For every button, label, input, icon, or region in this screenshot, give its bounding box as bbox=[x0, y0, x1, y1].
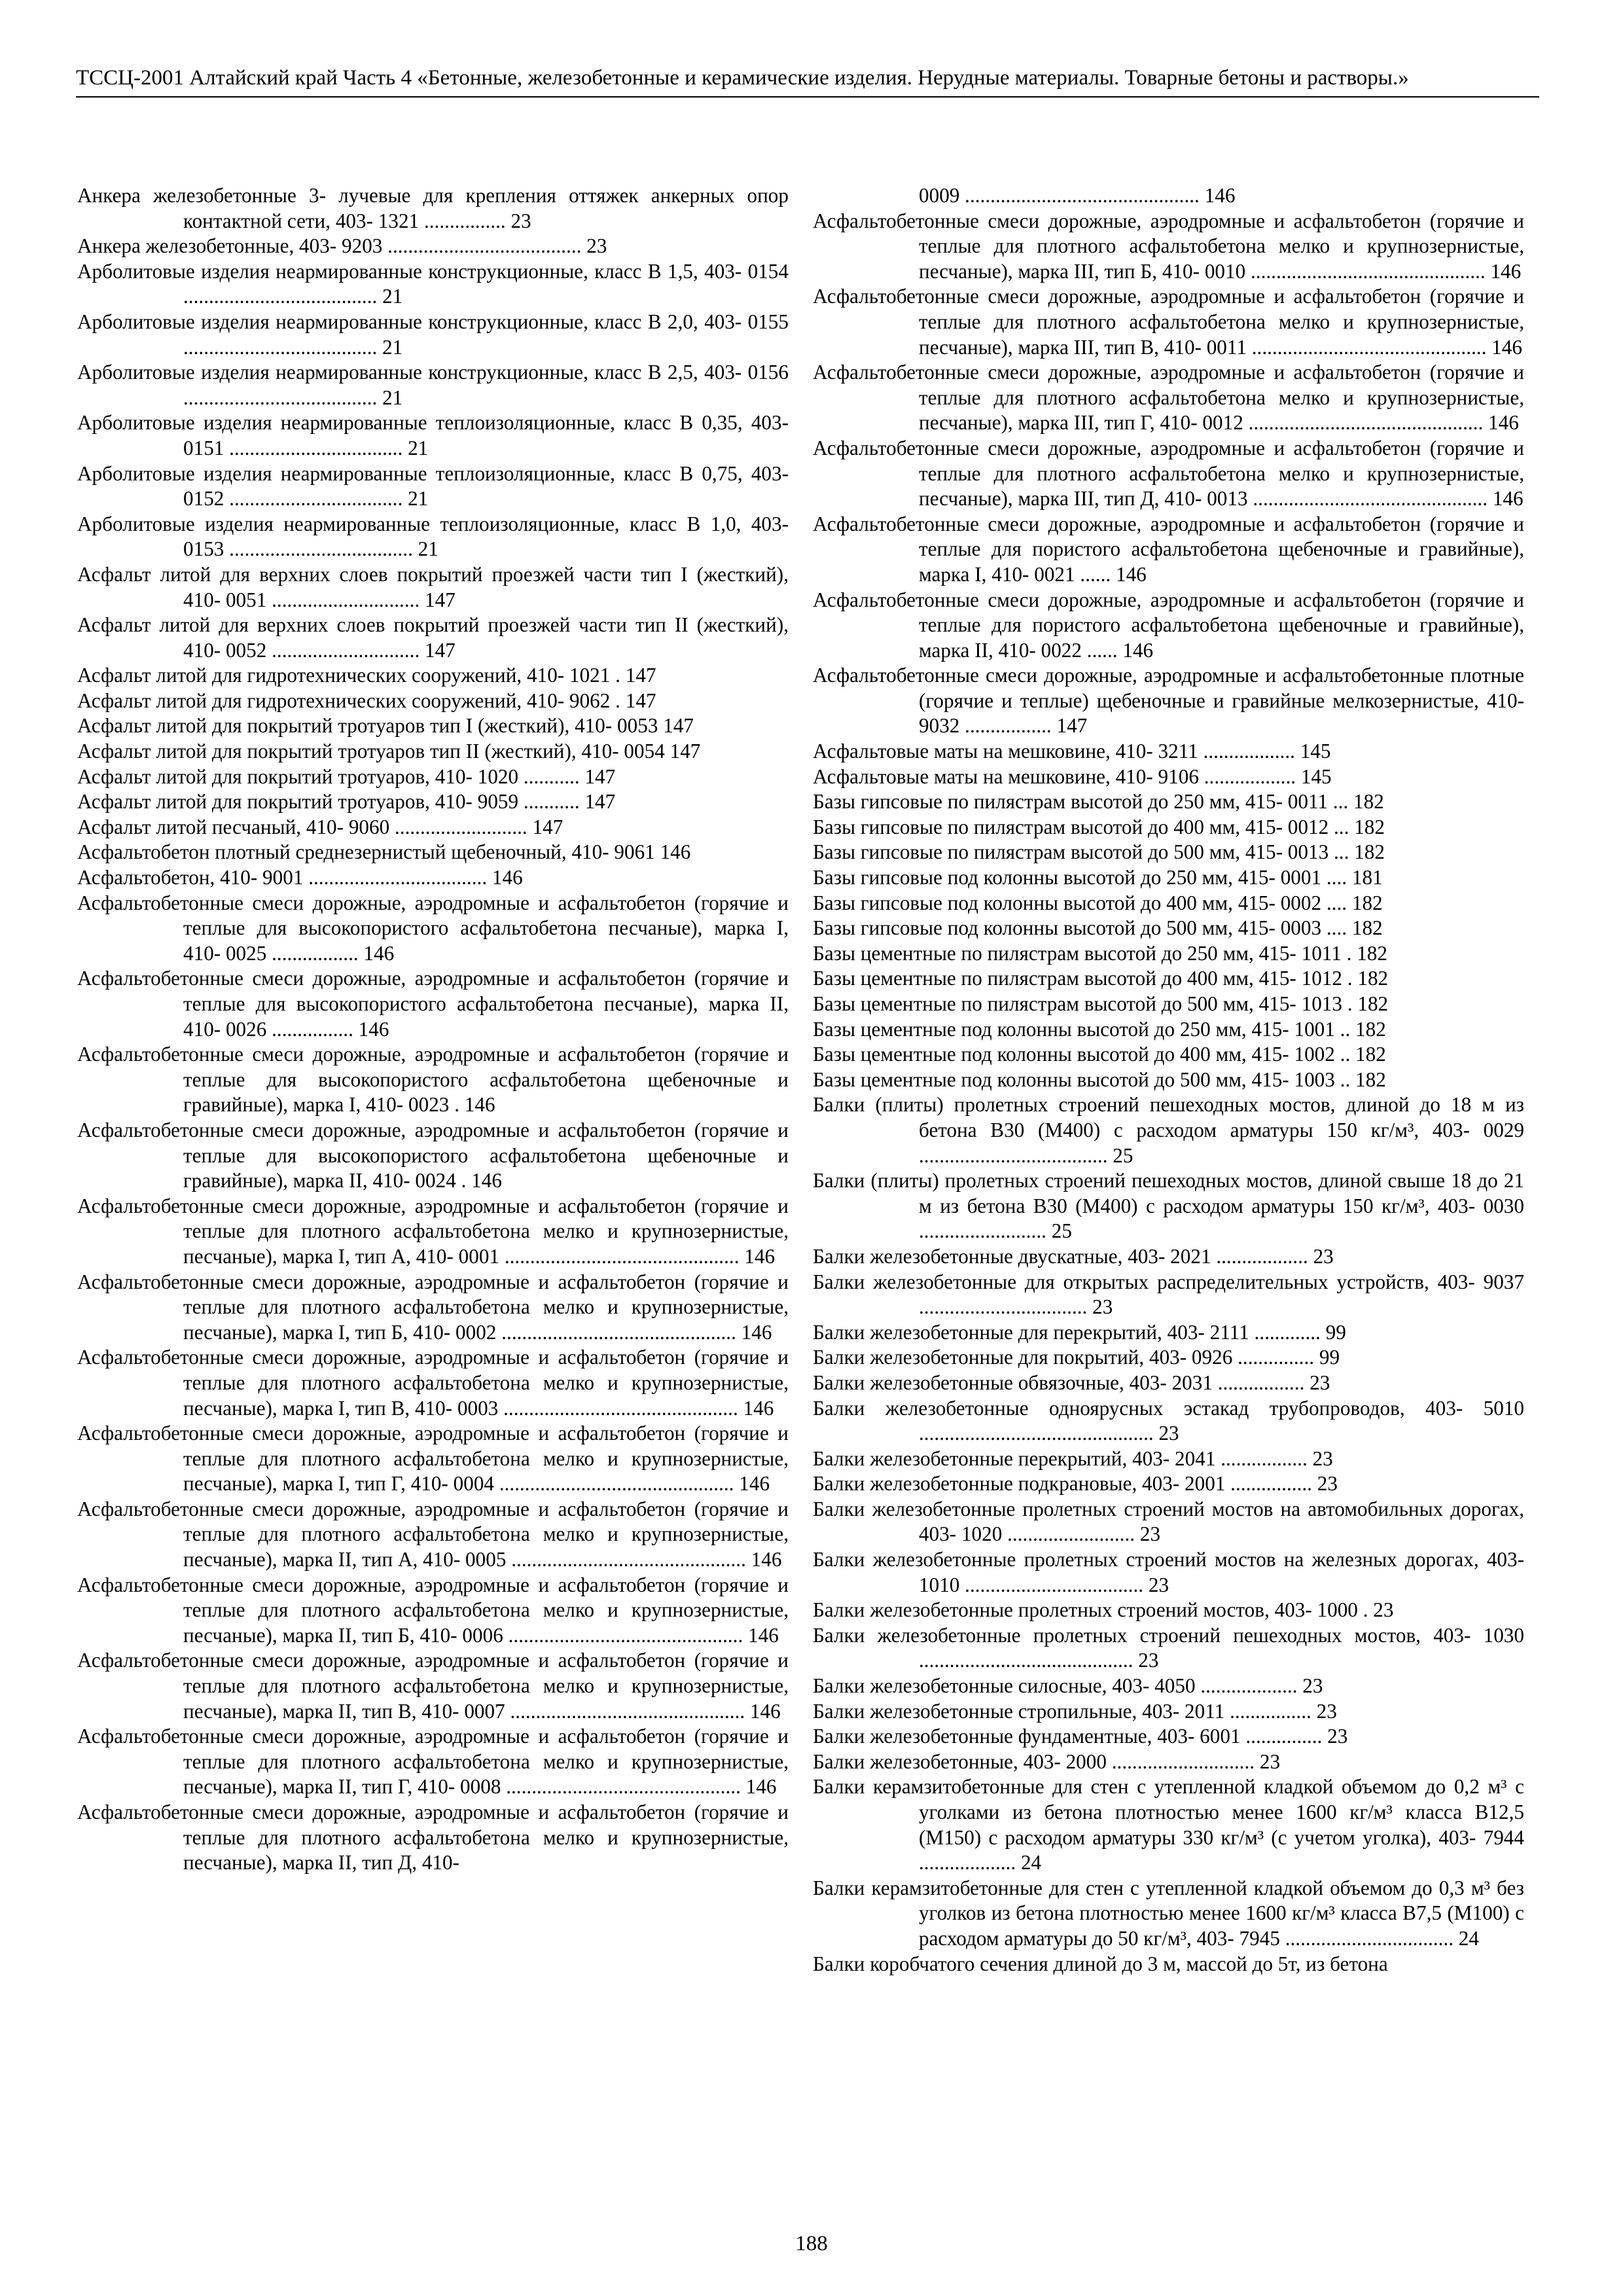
index-entry: Балки железобетонные пролетных строений мостов на железных дорогах, 403- 1010 ................................... 23 bbox=[813, 1548, 1524, 1596]
index-entry: Арболитовые изделия неармированные теплоизоляционные, класс В 1,0, 403- 0153 .................................... 21 bbox=[77, 512, 789, 561]
index-entry: Асфальтобетонные смеси дорожные, аэродромные и асфальтобетон (горячие и теплые для плотного асфальтобетона мелко и крупнозернистые, песчаные), марка I, тип В, 410- 0003 .............................................. 146 bbox=[77, 1346, 789, 1420]
index-entry: Асфальтобетонные смеси дорожные, аэродромные и асфальтобетон (горячие и теплые для плотного асфальтобетона мелко и крупнозернистые, песчаные), марка III, тип Г, 410- 0012 .............................................. 146 bbox=[813, 361, 1524, 435]
index-entry: Балки железобетонные подкрановые, 403- 2001 ................ 23 bbox=[813, 1472, 1338, 1496]
index-entry: Асфальтобетонные смеси дорожные, аэродромные и асфальтобетон (горячие и теплые для плотного асфальтобетона мелко и крупнозернистые, песчаные), марка I, тип Б, 410- 0002 .............................................. 146 bbox=[77, 1270, 789, 1344]
index-entry: Балки железобетонные для открытых распределительных устройств, 403- 9037 ................................. 23 bbox=[813, 1270, 1524, 1319]
index-entry: Асфальтобетонные смеси дорожные, аэродромные и асфальтобетон (горячие и теплые для плотного асфальтобетона мелко и крупнозернистые, песчаные), марка III, тип Б, 410- 0010 .............................................. 146 bbox=[813, 209, 1524, 283]
index-entry: Балки железобетонные силосные, 403- 4050 ................... 23 bbox=[813, 1674, 1323, 1698]
index-entry: Балки железобетонные для покрытий, 403- 0926 ............... 99 bbox=[813, 1346, 1340, 1369]
page-number: 188 bbox=[795, 2232, 828, 2255]
index-entry: Асфальтобетонные смеси дорожные, аэродромные и асфальтобетон (горячие и теплые для высокопористого асфальтобетона щебеночные и гравийные), марка I, 410- 0023 . 146 bbox=[77, 1043, 789, 1117]
index-entry: Асфальт литой для верхних слоев покрытий проезжей части тип I (жесткий), 410- 0051 ............................. 147 bbox=[77, 562, 789, 611]
running-header bbox=[76, 65, 1539, 98]
index-entry: Балки (плиты) пролетных строений пешеходных мостов, длиной свыше 18 до 21 м из бетона В30 (М400) с расходом арматуры 150 кг/м³, 403- 0030 ......................... 25 bbox=[813, 1169, 1524, 1243]
index-entry: Асфальтобетонные смеси дорожные, аэродромные и асфальтобетон (горячие и теплые для плотного асфальтобетона мелко и крупнозернистые, песчаные), марка II, тип В, 410- 0007 .............................................. 146 bbox=[77, 1649, 789, 1723]
index-entry: Базы гипсовые под колонны высотой до 250 мм, 415- 0001 .... 181 bbox=[813, 866, 1383, 889]
index-entry: Базы гипсовые по пилястрам высотой до 400 мм, 415- 0012 ... 182 bbox=[813, 815, 1385, 838]
index-column-right bbox=[813, 183, 1524, 1977]
index-entry: Асфальт литой для гидротехнических сооружений, 410- 9062 . 147 bbox=[77, 689, 656, 712]
index-entry: Анкера железобетонные 3- лучевые для крепления оттяжек анкерных опор контактной сети, 403- 1321 ................ 23 bbox=[77, 184, 789, 232]
index-entry: Асфальтобетонные смеси дорожные, аэродромные и асфальтобетон (горячие и теплые для плотного асфальтобетона мелко и крупнозернистые, песчаные), марка II, тип Д, 410- bbox=[77, 1801, 789, 1874]
index-entry: Базы цементные по пилястрам высотой до 400 мм, 415- 1012 . 182 bbox=[813, 967, 1389, 990]
index-entry: Асфальтобетонные смеси дорожные, аэродромные и асфальтобетон (горячие и теплые для пористого асфальтобетона щебеночные и гравийные), марка II, 410- 0022 ...... 146 bbox=[813, 588, 1524, 662]
index-entry: Арболитовые изделия неармированные теплоизоляционные, класс В 0,35, 403- 0151 .................................. 21 bbox=[77, 411, 789, 459]
index-entry: Балки железобетонные одноярусных эстакад трубопроводов, 403- 5010 .............................................. 23 bbox=[813, 1396, 1524, 1445]
index-entry: Балки железобетонные пролетных строений мостов, 403- 1000 . 23 bbox=[813, 1598, 1394, 1622]
index-entry: Базы цементные под колонны высотой до 250 мм, 415- 1001 .. 182 bbox=[813, 1017, 1386, 1041]
index-entry: Базы гипсовые по пилястрам высотой до 500 мм, 415- 0013 ... 182 bbox=[813, 840, 1385, 864]
index-entry: Асфальтобетонные смеси дорожные, аэродромные и асфальтобетон (горячие и теплые для высокопористого асфальтобетона песчаные), марка II, 410- 0026 ................ 146 bbox=[77, 967, 789, 1041]
index-entry: Базы цементные под колонны высотой до 400 мм, 415- 1002 .. 182 bbox=[813, 1043, 1386, 1066]
index-entry: Арболитовые изделия неармированные конструкционные, класс В 2,0, 403- 0155 ...................................... 21 bbox=[77, 310, 789, 359]
index-entry: Базы цементные по пилястрам высотой до 250 мм, 415- 1011 . 182 bbox=[813, 941, 1387, 965]
index-entry: Балки железобетонные стропильные, 403- 2011 ................ 23 bbox=[813, 1699, 1337, 1723]
index-entry: Анкера железобетонные, 403- 9203 ...................................... 23 bbox=[77, 234, 607, 258]
index-entry: Асфальтовые маты на мешковине, 410- 9106 .................. 145 bbox=[813, 764, 1332, 788]
index-entry: Асфальт литой для верхних слоев покрытий проезжей части тип II (жесткий), 410- 0052 ............................. 147 bbox=[77, 613, 789, 662]
index-entry: Арболитовые изделия неармированные теплоизоляционные, класс В 0,75, 403- 0152 .................................. 21 bbox=[77, 461, 789, 511]
index-entry: Базы гипсовые под колонны высотой до 500 мм, 415- 0003 .... 182 bbox=[813, 916, 1383, 940]
index-entry: Асфальт литой для покрытий тротуаров, 410- 1020 ........... 147 bbox=[77, 764, 616, 788]
index-entry: Асфальтобетонные смеси дорожные, аэродромные и асфальтобетон (горячие и теплые для плотного асфальтобетона мелко и крупнозернистые, песчаные), марка I, тип А, 410- 0001 .............................................. 146 bbox=[77, 1194, 789, 1268]
index-entry: Балки железобетонные для перекрытий, 403- 2111 ............. 99 bbox=[813, 1320, 1346, 1344]
index-entry: Балки железобетонные фундаментные, 403- 6001 ............... 23 bbox=[813, 1725, 1348, 1748]
index-entry: Асфальт литой песчаный, 410- 9060 .......................... 147 bbox=[77, 815, 563, 838]
index-entry: Асфальтовые маты на мешковине, 410- 3211 .................. 145 bbox=[813, 740, 1331, 763]
header-title: ТССЦ-2001 Алтайский край Часть 4 «Бетонные, железобетонные и керамические изделия. Нерудные материалы. Товарные бетоны и растворы.» bbox=[76, 66, 1409, 90]
index-entry: Балки керамзитобетонные для стен с утепленной кладкой объемом до 0,3 м³ без уголков из бетона плотностью менее 1600 кг/м³ класса В7,5 (М100) с расходом арматуры до 50 кг/м³, 403- 7945 ................................. 24 bbox=[813, 1876, 1524, 1950]
index-entry: Асфальт литой для покрытий тротуаров тип II (жесткий), 410- 0054 147 bbox=[77, 740, 701, 763]
index-entry: Арболитовые изделия неармированные конструкционные, класс В 1,5, 403- 0154 ...................................... 21 bbox=[77, 259, 789, 308]
index-entry: Балки железобетонные перекрытий, 403- 2041 ................. 23 bbox=[813, 1446, 1333, 1470]
index-entry: Асфальтобетонные смеси дорожные, аэродромные и асфальтобетон (горячие и теплые для пористого асфальтобетона щебеночные и гравийные), марка I, 410- 0021 ...... 146 bbox=[813, 512, 1524, 586]
index-entry: Балки железобетонные двускатные, 403- 2021 .................. 23 bbox=[813, 1244, 1334, 1268]
index-entry: Асфальтобетон, 410- 9001 ................................... 146 bbox=[77, 866, 523, 889]
index-entry: Асфальтобетонные смеси дорожные, аэродромные и асфальтобетон (горячие и теплые для плотного асфальтобетона мелко и крупнозернистые, песчаные), марка II, тип Г, 410- 0008 .............................................. 146 bbox=[77, 1725, 789, 1799]
index-entry: Балки керамзитобетонные для стен с утепленной кладкой объемом до 0,2 м³ с уголками из бетона плотностью менее 1600 кг/м³ класса В12,5 (М150) с расходом арматуры 330 кг/м³ (с учетом уголка), 403- 7944 ................... 24 bbox=[813, 1775, 1524, 1874]
index-entry: Асфальтобетонные смеси дорожные, аэродромные и асфальтобетон (горячие и теплые для плотного асфальтобетона мелко и крупнозернистые, песчаные), марка I, тип Г, 410- 0004 .............................................. 146 bbox=[77, 1422, 789, 1496]
index-entry: Асфальтобетонные смеси дорожные, аэродромные и асфальтобетон (горячие и теплые для плотного асфальтобетона мелко и крупнозернистые, песчаные), марка III, тип В, 410- 0011 .............................................. 146 bbox=[813, 285, 1524, 359]
index-entry: Асфальтобетонные смеси дорожные, аэродромные и асфальтобетон (горячие и теплые для высокопористого асфальтобетона песчаные), марка I, 410- 0025 ................. 146 bbox=[77, 891, 789, 965]
index-entry: Базы гипсовые по пилястрам высотой до 250 мм, 415- 0011 ... 182 bbox=[813, 790, 1384, 814]
index-entry: Базы гипсовые под колонны высотой до 400 мм, 415- 0002 .... 182 bbox=[813, 891, 1383, 914]
index-entry: Арболитовые изделия неармированные конструкционные, класс В 2,5, 403- 0156 ...................................... 21 bbox=[77, 361, 789, 409]
index-entry: Асфальтобетонные смеси дорожные, аэродромные и асфальтобетон (горячие и теплые для высокопористого асфальтобетона щебеночные и гравийные), марка II, 410- 0024 . 146 bbox=[77, 1118, 789, 1193]
index-entry: Балки (плиты) пролетных строений пешеходных мостов, длиной до 18 м из бетона В30 (М400) с расходом арматуры 150 кг/м³, 403- 0029 ..................................... 25 bbox=[813, 1093, 1524, 1167]
index-entry: Балки железобетонные пролетных строений пешеходных мостов, 403- 1030 .......................................... 23 bbox=[813, 1623, 1524, 1672]
index-entry: Асфальтобетонные смеси дорожные, аэродромные и асфальтобетон (горячие и теплые для плотного асфальтобетона мелко и крупнозернистые, песчаные), марка III, тип Д, 410- 0013 .............................................. 146 bbox=[813, 436, 1524, 511]
index-entry: Асфальтобетонные смеси дорожные, аэродромные и асфальтобетонные плотные (горячие и теплые) щебеночные и гравийные мелкозернистые, 410- 9032 ................. 147 bbox=[813, 664, 1524, 738]
index-entry: Базы цементные по пилястрам высотой до 500 мм, 415- 1013 . 182 bbox=[813, 992, 1389, 1015]
index-entry: Асфальтобетон плотный среднезернистый щебеночный, 410- 9061 146 bbox=[77, 840, 691, 864]
index-entry: Асфальт литой для покрытий тротуаров тип I (жесткий), 410- 0053 147 bbox=[77, 714, 694, 738]
index-entry: Асфальт литой для гидротехнических сооружений, 410- 1021 . 147 bbox=[77, 664, 656, 687]
index-column-left bbox=[77, 183, 789, 1876]
index-entry: Балки железобетонные обвязочные, 403- 2031 ................. 23 bbox=[813, 1371, 1330, 1394]
index-entry: Балки коробчатого сечения длиной до 3 м, массой до 5т, из бетона bbox=[813, 1952, 1388, 1975]
index-entry: Асфальтобетонные смеси дорожные, аэродромные и асфальтобетон (горячие и теплые для плотного асфальтобетона мелко и крупнозернистые, песчаные), марка II, тип А, 410- 0005 .............................................. 146 bbox=[77, 1497, 789, 1571]
index-entry: Асфальтобетонные смеси дорожные, аэродромные и асфальтобетон (горячие и теплые для плотного асфальтобетона мелко и крупнозернистые, песчаные), марка II, тип Б, 410- 0006 .............................................. 146 bbox=[77, 1573, 789, 1647]
index-entry: Асфальт литой для покрытий тротуаров, 410- 9059 ........... 147 bbox=[77, 790, 616, 814]
index-entry: Балки железобетонные пролетных строений мостов на автомобильных дорогах, 403- 1020 ......................... 23 bbox=[813, 1497, 1524, 1546]
index-entry: Базы цементные под колонны высотой до 500 мм, 415- 1003 .. 182 bbox=[813, 1067, 1386, 1091]
index-entry: Балки железобетонные, 403- 2000 ............................ 23 bbox=[813, 1749, 1281, 1773]
index-entry-continuation: 0009 .............................................. 146 bbox=[919, 184, 1236, 207]
